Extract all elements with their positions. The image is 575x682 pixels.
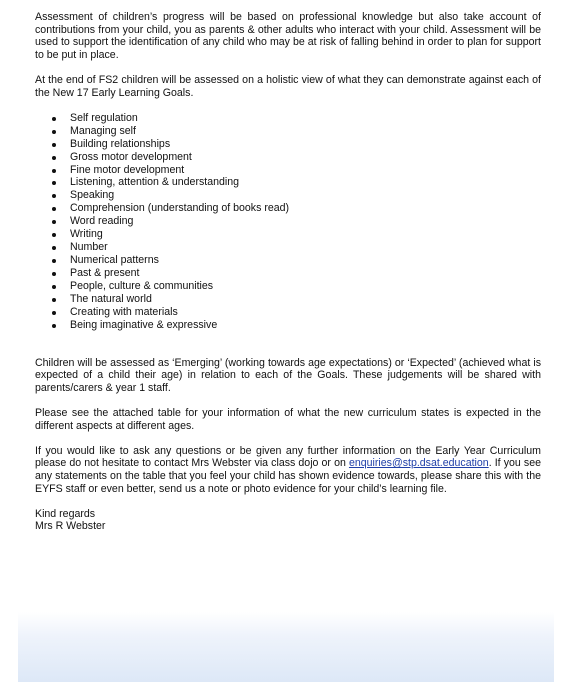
bullet-icon — [52, 130, 56, 134]
bullet-icon — [52, 156, 56, 160]
signature: Mrs R Webster — [35, 520, 106, 533]
list-item: The natural world — [35, 293, 541, 306]
list-item: Past & present — [35, 267, 541, 280]
bullet-icon — [52, 285, 56, 289]
bullet-icon — [52, 117, 56, 121]
list-item: Word reading — [35, 215, 541, 228]
list-item: Number — [35, 241, 541, 254]
bullet-icon — [52, 246, 56, 250]
paragraph-assessment: Assessment of children’s progress will be based on professional knowledge but also take account of contributions from your child, you as parents & other adults who interact with your child. Assessment will be used to support the identification of any child who may be at risk of falling behind in order to plan for support to be put in place. — [35, 11, 541, 61]
list-item: Numerical patterns — [35, 254, 541, 267]
bullet-icon — [52, 272, 56, 276]
list-item: Speaking — [35, 189, 541, 202]
paragraph-judgements: Children will be assessed as ‘Emerging’ (working towards age expectations) or ‘Expected’ (achieved what is expected of a child their age) in relation to each of the Goals. These judgements will be shared with parents/carers & year 1 staff. — [35, 356, 541, 394]
list-item: Listening, attention & understanding — [35, 176, 541, 189]
bullet-icon — [52, 169, 56, 173]
bullet-icon — [52, 324, 56, 328]
paragraph-attached-table: Please see the attached table for your information of what the new curriculum states is expected in the different aspects at different ages. — [35, 407, 541, 432]
list-item: Writing — [35, 228, 541, 241]
list-item: Gross motor development — [35, 151, 541, 164]
list-item: Managing self — [35, 125, 541, 138]
bullet-icon — [52, 311, 56, 315]
bullet-icon — [52, 298, 56, 302]
email-link[interactable]: enquiries@stp.dsat.education — [348, 457, 489, 470]
paragraph-fs2: At the end of FS2 children will be assessed on a holistic view of what they can demonstrate against each of the New 17 Early Learning Goals. — [35, 73, 541, 99]
list-item: Building relationships — [35, 138, 541, 151]
signoff: Kind regards — [35, 507, 96, 520]
list-item: Fine motor development — [35, 164, 541, 177]
bullet-icon — [52, 143, 56, 147]
bullet-icon — [52, 259, 56, 263]
list-item: People, culture & communities — [35, 280, 541, 293]
early-learning-goals-list — [35, 112, 541, 332]
footer-gradient-band — [18, 612, 554, 682]
list-item: Self regulation — [35, 112, 541, 125]
list-item: Comprehension (understanding of books read) — [35, 202, 541, 215]
bullet-icon — [52, 220, 56, 224]
bullet-icon — [52, 207, 56, 211]
bullet-icon — [52, 194, 56, 198]
bullet-icon — [52, 233, 56, 237]
letter-body — [35, 11, 541, 533]
list-item: Creating with materials — [35, 306, 541, 319]
bullet-icon — [52, 181, 56, 185]
list-item: Being imaginative & expressive — [35, 319, 541, 332]
paragraph-contact: If you would like to ask any questions or be given any further information on the Early Year Curriculum please do not hesitate to contact Mrs Webster via class dojo or on enquiries@stp.dsat.education. If you see any statements on the table that you feel your child has shown evidence towards, please share this with the EYFS staff or even better, send us a note or photo evidence for your child’s learning file. — [35, 444, 541, 495]
